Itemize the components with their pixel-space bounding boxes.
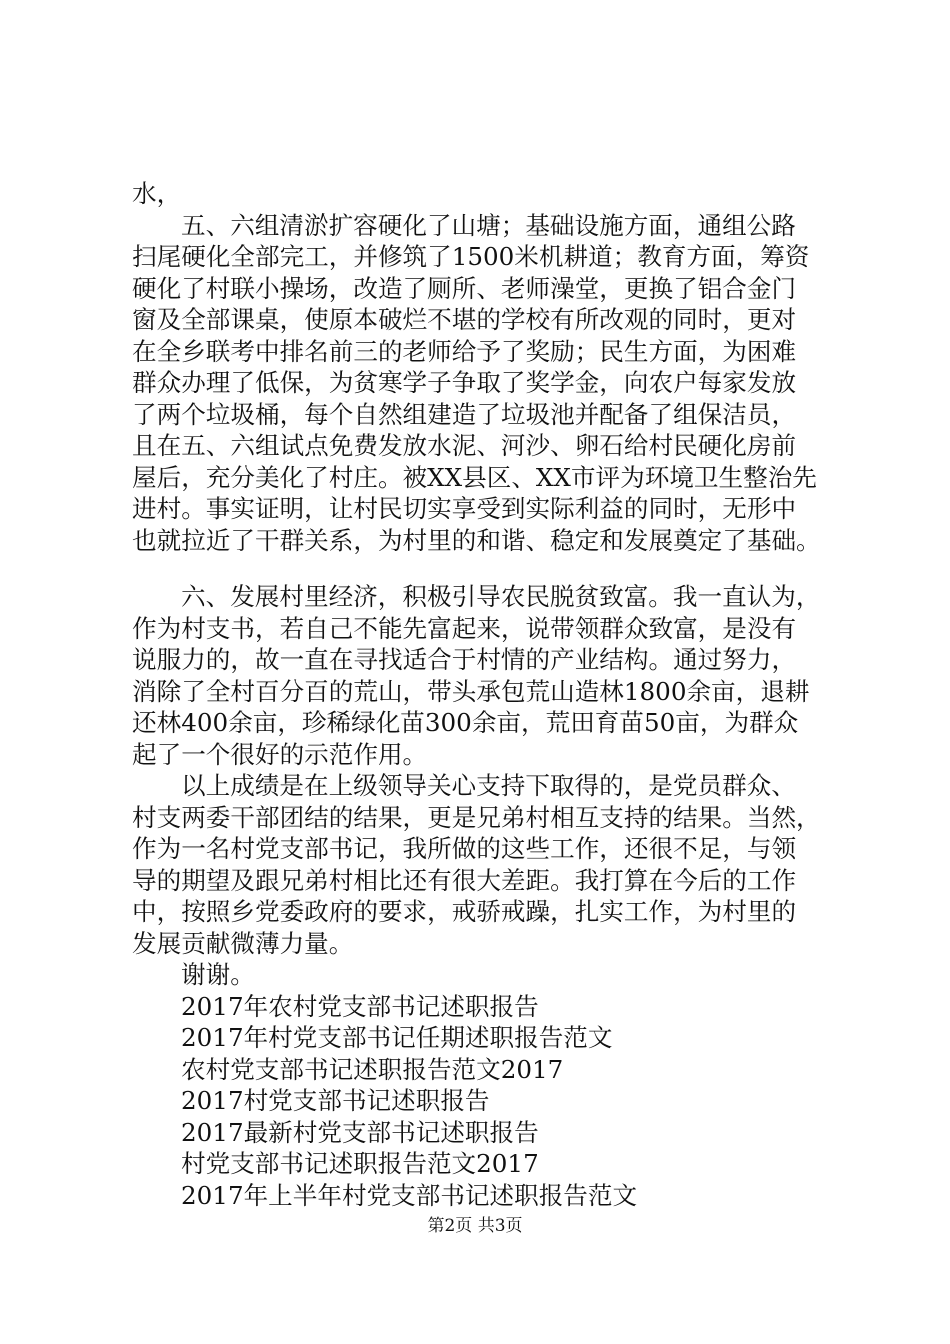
text-line: 还林400余亩，珍稀绿化苗300余亩，荒田育苗50亩，为群众 [132, 708, 799, 737]
text-line: 中，按照乡党委政府的要求，戒骄戒躁，扎实工作，为村里的 [132, 897, 797, 926]
text-line: 扫尾硬化全部完工，并修筑了1500米机耕道；教育方面，筹资 [132, 242, 810, 271]
text-line: 了两个垃圾桶，每个自然组建造了垃圾池并配备了组保洁员， [132, 399, 797, 429]
related-article: 2017年农村党支部书记述职报告 [181, 991, 539, 1021]
paragraph-gap [132, 556, 837, 581]
text-line: 也就拉近了干群关系，为村里的和谐、稳定和发展奠定了基础。 [132, 525, 821, 555]
related-articles-list [132, 991, 837, 1212]
text-line: 作为一名村党支部书记，我所做的这些工作，还很不足，与领 [132, 834, 797, 863]
related-article: 2017最新村党支部书记述职报告 [181, 1117, 539, 1147]
related-article: 2017村党支部书记述职报告 [181, 1086, 490, 1115]
text-line: 在全乡联考中排名前三的老师给予了奖励；民生方面，为困难 [132, 336, 797, 366]
text-line: 以上成绩是在上级领导关心支持下取得的，是党员群众、 [181, 771, 796, 800]
text-line: 且在五、六组试点免费发放水泥、河沙、卵石给村民硬化房前 [132, 431, 797, 460]
text-line: 进村。事实证明，让村民切实享受到实际利益的同时，无形中 [132, 494, 797, 523]
related-article: 2017年上半年村党支部书记述职报告范文 [181, 1180, 638, 1210]
text-line: 发展贡献微薄力量。 [132, 928, 354, 958]
text-line: 六、发展村里经济，积极引导农民脱贫致富。我一直认为， [181, 582, 821, 611]
related-article: 农村党支部书记述职报告范文2017 [181, 1054, 564, 1084]
text-line: 五、六组清淤扩容硬化了山塘；基础设施方面，通组公路 [181, 210, 796, 240]
page-footer [0, 1216, 950, 1236]
text-line: 导的期望及跟兄弟村相比还有很大差距。我打算在今后的工作 [132, 865, 797, 895]
text-line: 作为村支书，若自己不能先富起来，说带领群众致富，是没有 [132, 613, 797, 643]
text-line: 消除了全村百分百的荒山，带头承包荒山造林1800余亩，退耕 [132, 676, 810, 706]
text-line: 村支两委干部团结的结果，更是兄弟村相互支持的结果。当然， [132, 802, 821, 832]
paragraph-summary [132, 770, 837, 959]
text-line: 群众办理了低保，为贫寒学子争取了奖学金，向农户每家发放 [132, 368, 797, 397]
paragraph-economy [132, 581, 837, 770]
closing-thanks: 谢谢。 [181, 960, 255, 989]
text-line: 说服力的，故一直在寻找适合于村情的产业结构。通过努力， [132, 645, 797, 674]
text-line: 起了一个很好的示范作用。 [132, 739, 428, 769]
related-article: 村党支部书记述职报告范文2017 [181, 1149, 539, 1178]
text-line: 窗及全部课桌，使原本破烂不堪的学校有所改观的同时，更对 [132, 305, 797, 334]
text-line: 屋后，充分美化了村庄。被XX县区、XX市评为环境卫生整治先 [132, 462, 817, 492]
related-article: 2017年村党支部书记任期述职报告范文 [181, 1023, 613, 1052]
document-body [132, 178, 837, 1211]
text-line: 水， [132, 179, 182, 208]
paragraph-continuation [132, 178, 837, 210]
paragraph-infrastructure [132, 210, 837, 557]
page-number: 第2页 共3页 [427, 1216, 523, 1236]
text-line: 硬化了村联小操场，改造了厕所、老师澡堂，更换了铝合金门 [132, 273, 797, 303]
